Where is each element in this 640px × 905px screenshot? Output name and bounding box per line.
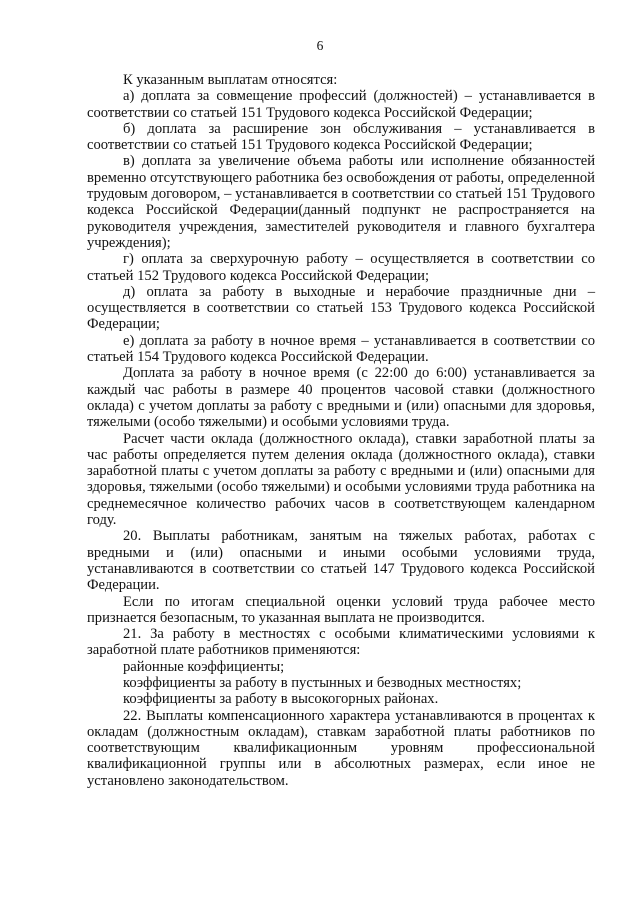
paragraph-item-g: г) оплата за сверхурочную работу – осуществляется в соответствии со статьей 152 Трудового кодекса Российской Федерации; — [87, 251, 595, 284]
paragraph-item-v: в) доплата за увеличение объема работы или исполнение обязанностей временно отсутствующего работника без освобождения от работы, определенной трудовым договором, – устанавливается в соответствии со статьей 151 Трудового кодекса Российской Федерации(данный подпункт не распространяется на руководителя учреждения, заместителей руководителя и главного бухгалтера учреждения); — [87, 153, 595, 251]
paragraph-hourly-calculation: Расчет части оклада (должностного оклада), ставки заработной платы за час работы определяется путем деления оклада (должностного оклада), ставки заработной платы с учетом доплаты за работу с вредными и (или) опасными для здоровья, тяжелыми (особо тяжелыми) и особыми условиями труда работника на среднемесячное количество рабочих часов в соответствующем календарном году. — [87, 430, 595, 529]
paragraph-safe-workplace: Если по итогам специальной оценки условий труда рабочее место признается безопасным, то указанная выплата не производится. — [87, 593, 595, 626]
list-item-desert-coefficients: коэффициенты за работу в пустынных и безводных местностях; — [123, 674, 522, 691]
paragraph-item-b: б) доплата за расширение зон обслуживания – устанавливается в соответствии со статьей 151 Трудового кодекса Российской Федерации; — [87, 120, 595, 154]
list-item-regional-coefficients: районные коэффициенты; — [123, 658, 285, 675]
paragraph-night-pay: Доплата за работу в ночное время (с 22:00 до 6:00) устанавливается за каждый час работы в размере 40 процентов часовой ставки (должностного оклада) с учетом доплаты за работу с вредными и (или) опасными для здоровья, тяжелыми (особо тяжелыми) и особыми условиями труда. — [87, 365, 595, 431]
document-body — [87, 72, 595, 789]
paragraph-item-d: д) оплата за работу в выходные и нерабочие праздничные дни – осуществляется в соответствии со статьей 153 Трудового кодекса Российской Федерации; — [87, 283, 595, 333]
paragraph-item-e: е) доплата за работу в ночное время – устанавливается в соответствии со статьей 154 Трудового кодекса Российской Федерации. — [87, 332, 595, 366]
paragraph-clause-21: 21. За работу в местностях с особыми климатическими условиями к заработной плате работников применяются: — [87, 626, 595, 659]
paragraph-intro: К указанным выплатам относятся: — [123, 72, 338, 88]
paragraph-clause-22: 22. Выплаты компенсационного характера устанавливаются в процентах к окладам (должностным окладам), ставкам заработной платы работников по соответствующим квалификационным уровням профессиональной квалификационной группы или в абсолютных размерах, если иное не установлено законодательством. — [87, 707, 595, 789]
paragraph-clause-20: 20. Выплаты работникам, занятым на тяжелых работах, работах с вредными и (или) опасными и иными особыми условиями труда, устанавливаются в соответствии со статьей 147 Трудового кодекса Российской Федерации. — [87, 528, 595, 594]
page-number: 6 — [316, 38, 324, 53]
paragraph-item-a: а) доплата за совмещение профессий (должностей) – устанавливается в соответствии со статьей 151 Трудового кодекса Российской Федерации; — [87, 88, 595, 121]
list-item-highland-coefficients: коэффициенты за работу в высокогорных районах. — [123, 691, 439, 708]
